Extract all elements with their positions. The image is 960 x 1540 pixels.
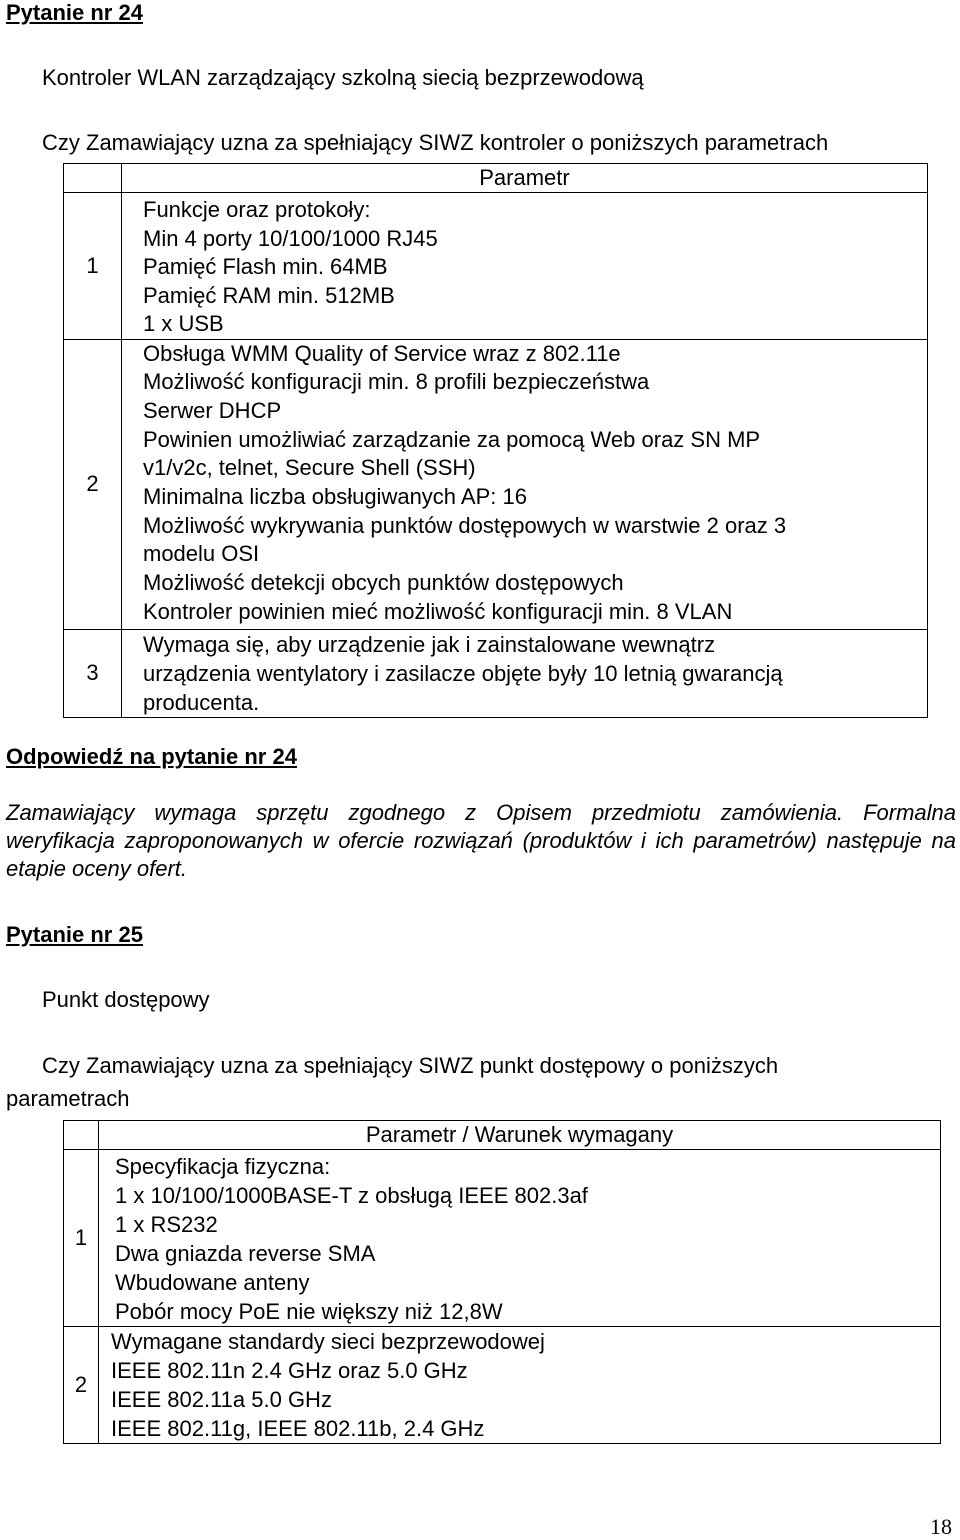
question-25-heading: Pytanie nr 25 [6, 922, 143, 947]
row-content [122, 193, 928, 340]
table-header-row [64, 1121, 941, 1150]
param-line: Pamięć Flash min. 64MB [143, 254, 388, 279]
row-content [99, 1150, 941, 1327]
row-number: 2 [64, 339, 122, 629]
table-row [64, 1327, 941, 1444]
table-header-cell: Parametr [122, 164, 928, 193]
param-line: Serwer DHCP [143, 397, 282, 423]
param-line: Funkcje oraz protokoły: [143, 197, 371, 222]
table-row [64, 339, 928, 629]
page-number: 18 [930, 1514, 952, 1539]
row-number: 2 [64, 1327, 99, 1444]
param-line: Minimalna liczba obsługiwanych AP: 16 [143, 484, 527, 510]
answer-24-heading: Odpowiedź na pytanie nr 24 [6, 744, 297, 769]
question-24-subject: Kontroler WLAN zarządzający szkolną siecią bezprzewodową [42, 65, 644, 90]
param-line: Powinien umożliwiać zarządzanie za pomocą Web oraz SN MP [143, 426, 761, 452]
param-line: 1 x RS232 [115, 1212, 218, 1237]
question-25-text-line1: Czy Zamawiający uzna za spełniający SIWZ punkt dostępowy o poniższych [42, 1053, 779, 1078]
param-line: Wymagane standardy sieci bezprzewodowej [111, 1329, 545, 1354]
param-line: Wbudowane anteny [115, 1270, 310, 1295]
row-number: 1 [64, 1150, 99, 1327]
row-number: 3 [64, 629, 122, 717]
question-25-text-line2: parametrach [6, 1086, 130, 1111]
param-line: Możliwość wykrywania punktów dostępowych w warstwie 2 oraz 3 [143, 512, 787, 538]
row-content [99, 1327, 941, 1444]
table-header-num-cell [64, 164, 122, 193]
table-header-cell: Parametr / Warunek wymagany [99, 1121, 941, 1150]
table-row [64, 1150, 941, 1327]
param-line: 1 x 10/100/1000BASE-T z obsługą IEEE 802.3af [115, 1183, 588, 1208]
row-number: 1 [64, 193, 122, 340]
param-line: urządzenia wentylatory i zasilacze objęte były 10 letnią gwarancją [143, 660, 783, 686]
param-line: producenta. [143, 689, 260, 715]
controller-parameters-table [63, 163, 928, 718]
param-line: IEEE 802.11a 5.0 GHz [111, 1387, 332, 1412]
param-line: IEEE 802.11n 2.4 GHz oraz 5.0 GHz [111, 1358, 468, 1383]
table-header-num-cell [64, 1121, 99, 1150]
param-line: IEEE 802.11g, IEEE 802.11b, 2.4 GHz [111, 1416, 485, 1441]
param-line: Pamięć RAM min. 512MB [143, 282, 395, 308]
answer-24-text: Zamawiający wymaga sprzętu zgodnego z Opisem przedmiotu zamówienia. Formalna weryfikacja zaproponowanych w ofercie rozwiązań (produktów i ich parametrów) następuje na etapie oceny ofert. [6, 800, 956, 881]
param-line: 1 x USB [143, 311, 224, 336]
table-header-row [64, 164, 928, 193]
param-line: Min 4 porty 10/100/1000 RJ45 [143, 225, 438, 251]
param-line: Obsługa WMM Quality of Service wraz z 802.11e [143, 340, 621, 366]
table-row [64, 193, 928, 340]
param-line: Kontroler powinien mieć możliwość konfiguracji min. 8 VLAN [143, 598, 733, 624]
param-line: modelu OSI [143, 541, 260, 567]
row-content [122, 629, 928, 717]
param-line: Specyfikacja fizyczna: [115, 1154, 331, 1179]
param-line: Dwa gniazda reverse SMA [115, 1241, 376, 1266]
param-line: Pobór mocy PoE nie większy niż 12,8W [115, 1299, 503, 1324]
question-25-subject: Punkt dostępowy [42, 987, 210, 1012]
row-content [122, 339, 928, 629]
param-line: Wymaga się, aby urządzenie jak i zainstalowane wewnątrz [143, 631, 716, 657]
param-line: Możliwość konfiguracji min. 8 profili bezpieczeństwa [143, 369, 650, 395]
question-24-text: Czy Zamawiający uzna za spełniający SIWZ kontroler o poniższych parametrach [42, 130, 829, 155]
table-row [64, 629, 928, 717]
access-point-parameters-table [63, 1120, 941, 1444]
param-line: Możliwość detekcji obcych punktów dostępowych [143, 570, 624, 596]
param-line: v1/v2c, telnet, Secure Shell (SSH) [143, 455, 476, 481]
question-24-heading: Pytanie nr 24 [6, 0, 143, 25]
